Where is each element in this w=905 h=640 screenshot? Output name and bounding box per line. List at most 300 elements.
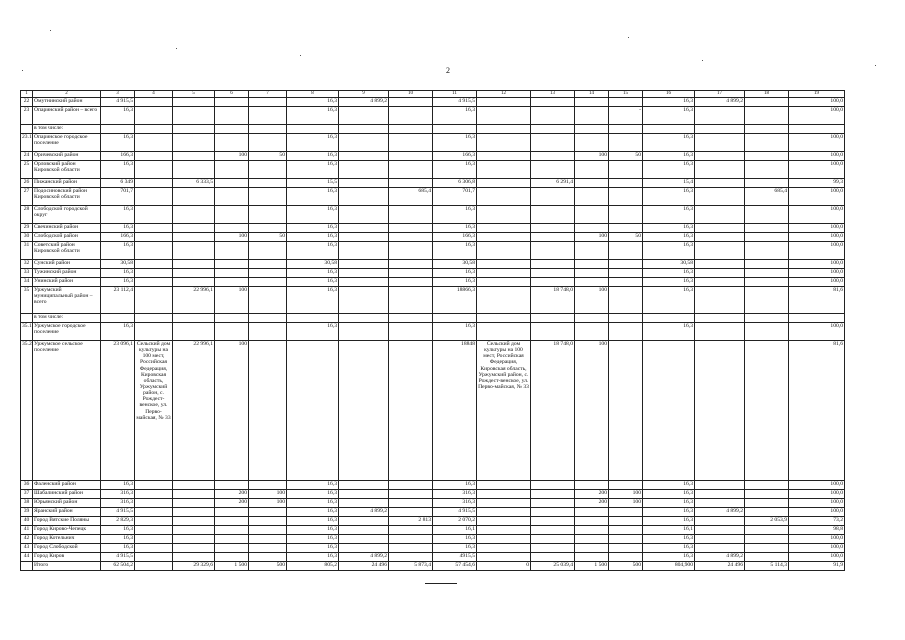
- table-cell: [609, 179, 643, 188]
- table-cell: 16,3: [643, 499, 695, 508]
- table-cell: [531, 233, 575, 242]
- table-cell: [745, 107, 789, 125]
- table-cell: 316,3: [433, 499, 477, 508]
- table-cell: [215, 517, 249, 526]
- table-cell: [477, 278, 531, 287]
- table-cell: 0: [477, 562, 531, 571]
- table-cell: 16,3: [643, 134, 695, 152]
- table-cell: [249, 314, 287, 323]
- table-cell: 2 053,9: [745, 517, 789, 526]
- row-name-cell: Шабалинский район: [33, 490, 101, 499]
- table-cell: [135, 517, 173, 526]
- scan-speck: [875, 65, 876, 66]
- table-cell: 35: [21, 287, 33, 314]
- table-cell: 37: [21, 490, 33, 499]
- table-cell: 16,3: [643, 323, 695, 341]
- table-cell: [215, 98, 249, 107]
- table-cell: [575, 242, 609, 260]
- table-cell: 6 349: [101, 179, 135, 188]
- table-cell: [477, 179, 531, 188]
- table-cell: 16,3: [287, 152, 339, 161]
- table-cell: 16,3: [287, 499, 339, 508]
- table-cell: 100: [575, 152, 609, 161]
- table-cell: 5 114,3: [745, 562, 789, 571]
- row-name-cell: Город Кирово-Чепецк: [33, 526, 101, 535]
- table-row: [21, 98, 845, 107]
- header-cell: 8: [287, 91, 339, 98]
- table-cell: [173, 161, 215, 179]
- table-cell: [477, 224, 531, 233]
- table-cell: 16,3: [287, 490, 339, 499]
- table-cell: [135, 535, 173, 544]
- table-cell: [575, 260, 609, 269]
- table-cell: 16,3: [287, 323, 339, 341]
- table-cell: [745, 341, 789, 481]
- table-cell: [477, 206, 531, 224]
- table-cell: [339, 161, 389, 179]
- table-cell: [745, 481, 789, 490]
- table-row: [21, 481, 845, 490]
- table-cell: [695, 179, 745, 188]
- table-cell: [215, 161, 249, 179]
- table-cell: [745, 508, 789, 517]
- table-cell: 100: [215, 152, 249, 161]
- table-cell: 4 899,2: [695, 553, 745, 562]
- table-cell: 24 496: [695, 562, 745, 571]
- table-cell: 16,3: [433, 535, 477, 544]
- table-cell: 38: [21, 499, 33, 508]
- table-row: [21, 323, 845, 341]
- table-cell: [477, 508, 531, 517]
- table-cell: [575, 526, 609, 535]
- table-cell: [339, 152, 389, 161]
- table-cell: 100,0: [789, 499, 845, 508]
- table-cell: [745, 544, 789, 553]
- row-name-cell: Орловский район Кировской области: [33, 161, 101, 179]
- table-cell: 100,0: [789, 107, 845, 125]
- table-cell: 26: [21, 179, 33, 188]
- table-cell: [477, 544, 531, 553]
- table-cell: 100,0: [789, 269, 845, 278]
- row-name-cell: Город Котельнич: [33, 535, 101, 544]
- table-cell: 16,3: [433, 544, 477, 553]
- table-row: [21, 287, 845, 314]
- table-cell: 35.2: [21, 341, 33, 481]
- table-cell: [135, 161, 173, 179]
- table-cell: [745, 314, 789, 323]
- table-cell: 16,3: [643, 161, 695, 179]
- table-cell: [173, 260, 215, 269]
- table-cell: [477, 134, 531, 152]
- table-cell: 24 496: [339, 562, 389, 571]
- table-cell: [389, 179, 433, 188]
- table-cell: [695, 125, 745, 134]
- table-cell: [135, 544, 173, 553]
- table-cell: [575, 134, 609, 152]
- table-cell: [695, 314, 745, 323]
- table-cell: 2 829,3: [101, 517, 135, 526]
- table-cell: 50: [249, 152, 287, 161]
- table-cell: [575, 161, 609, 179]
- table-cell: [745, 499, 789, 508]
- row-name-cell: Оричевский район: [33, 152, 101, 161]
- table-cell: [745, 206, 789, 224]
- table-cell: [249, 107, 287, 125]
- table-cell: 16,3: [101, 323, 135, 341]
- budget-table: [20, 90, 845, 571]
- table-cell: [215, 481, 249, 490]
- table-row: [21, 553, 845, 562]
- table-cell: [249, 323, 287, 341]
- table-cell: [135, 278, 173, 287]
- table-cell: [389, 107, 433, 125]
- table-cell: [215, 544, 249, 553]
- table-cell: 100,0: [789, 260, 845, 269]
- table-cell: [745, 224, 789, 233]
- row-name-cell: Уржумский муниципальный район – всего: [33, 287, 101, 314]
- table-cell: [389, 287, 433, 314]
- table-cell: [531, 152, 575, 161]
- table-cell: [135, 481, 173, 490]
- table-cell: [695, 535, 745, 544]
- table-cell: [789, 314, 845, 323]
- table-cell: [609, 98, 643, 107]
- table-cell: [531, 314, 575, 323]
- table-cell: [287, 314, 339, 323]
- table-cell: [609, 134, 643, 152]
- table-cell: [389, 553, 433, 562]
- table-cell: 316,3: [433, 490, 477, 499]
- table-cell: [135, 242, 173, 260]
- table-cell: [339, 107, 389, 125]
- table-cell: 100,0: [789, 242, 845, 260]
- table-cell: 6 306,8: [433, 179, 477, 188]
- table-cell: 57 454,6: [433, 562, 477, 571]
- table-cell: [339, 544, 389, 553]
- table-cell: 30: [21, 233, 33, 242]
- table-cell: [477, 242, 531, 260]
- table-cell: [249, 517, 287, 526]
- table-cell: 16,3: [287, 224, 339, 233]
- table-cell: [609, 224, 643, 233]
- table-cell: 16,3: [433, 206, 477, 224]
- table-cell: 50: [609, 233, 643, 242]
- table-cell: [745, 526, 789, 535]
- table-cell: 16,3: [643, 544, 695, 553]
- table-cell: [173, 508, 215, 517]
- table-cell: 16,3: [287, 107, 339, 125]
- scan-speck: [702, 60, 703, 61]
- table-cell: [745, 260, 789, 269]
- table-cell: [249, 125, 287, 134]
- table-cell: [695, 161, 745, 179]
- scan-speck: [22, 70, 23, 71]
- bottom-rule: [425, 583, 457, 584]
- table-cell: 18848: [433, 341, 477, 481]
- table-cell: 81,6: [789, 287, 845, 314]
- table-cell: [745, 490, 789, 499]
- table-cell: [389, 314, 433, 323]
- table-cell: [695, 206, 745, 224]
- table-cell: [695, 481, 745, 490]
- table-cell: 100,0: [789, 490, 845, 499]
- table-cell: 23 096,1: [101, 341, 135, 481]
- table-cell: [745, 535, 789, 544]
- row-name-cell: Слободской район: [33, 233, 101, 242]
- table-cell: 1 500: [215, 562, 249, 571]
- table-cell: 16,3: [643, 107, 695, 125]
- table-cell: 25 039,4: [531, 562, 575, 571]
- table-cell: [745, 278, 789, 287]
- table-cell: [477, 161, 531, 179]
- header-cell: 14: [575, 91, 609, 98]
- table-cell: 30,58: [643, 260, 695, 269]
- table-cell: 34: [21, 278, 33, 287]
- table-cell: 100,0: [789, 161, 845, 179]
- table-cell: [575, 535, 609, 544]
- row-name-cell: Фаленский район: [33, 481, 101, 490]
- table-cell: [609, 553, 643, 562]
- table-cell: 16,3: [287, 517, 339, 526]
- table-cell: [575, 125, 609, 134]
- table-cell: [531, 206, 575, 224]
- table-cell: [477, 125, 531, 134]
- table-cell: 41: [21, 526, 33, 535]
- table-cell: [389, 490, 433, 499]
- table-cell: 22: [21, 98, 33, 107]
- table-cell: 100: [575, 287, 609, 314]
- table-cell: [531, 224, 575, 233]
- table-cell: [695, 107, 745, 125]
- header-cell: 3: [101, 91, 135, 98]
- table-row: [21, 499, 845, 508]
- table-row: [21, 562, 845, 571]
- header-cell: 13: [531, 91, 575, 98]
- table-cell: [135, 107, 173, 125]
- table-cell: 16,3: [643, 517, 695, 526]
- table-cell: [339, 481, 389, 490]
- table-cell: 16,3: [287, 278, 339, 287]
- row-name-cell: Город Киров: [33, 553, 101, 562]
- table-cell: 91,9: [789, 562, 845, 571]
- table-cell: 15,5: [287, 179, 339, 188]
- row-name-cell: Опаринский район – всего: [33, 107, 101, 125]
- table-cell: [531, 242, 575, 260]
- table-cell: [643, 314, 695, 323]
- table-cell: [249, 98, 287, 107]
- table-cell: [215, 188, 249, 206]
- table-row: [21, 535, 845, 544]
- table-row: [21, 314, 845, 323]
- table-cell: [249, 134, 287, 152]
- row-name-cell: в том числе:: [33, 314, 101, 323]
- table-cell: [389, 508, 433, 517]
- table-cell: [173, 278, 215, 287]
- table-cell: 166,3: [433, 233, 477, 242]
- table-cell: 100: [609, 499, 643, 508]
- table-cell: [339, 179, 389, 188]
- table-cell: [173, 490, 215, 499]
- table-cell: [173, 125, 215, 134]
- table-cell: [135, 188, 173, 206]
- table-cell: [249, 188, 287, 206]
- table-cell: 16,3: [101, 161, 135, 179]
- table-cell: [215, 260, 249, 269]
- table-cell: [389, 98, 433, 107]
- table-row: [21, 224, 845, 233]
- table-cell: [477, 233, 531, 242]
- table-cell: 4 899,2: [695, 508, 745, 517]
- table-cell: [215, 206, 249, 224]
- table-cell: [173, 152, 215, 161]
- table-cell: [249, 242, 287, 260]
- row-name-cell: Подосиновский район Кировской области: [33, 188, 101, 206]
- header-cell: 9: [339, 91, 389, 98]
- table-cell: 100: [215, 233, 249, 242]
- table-cell: [249, 269, 287, 278]
- table-cell: 99,3: [789, 179, 845, 188]
- table-row: [21, 206, 845, 224]
- table-cell: 23: [21, 107, 33, 125]
- table-cell: [215, 242, 249, 260]
- table-cell: Уржумское сельское поселение: [33, 341, 101, 481]
- scan-speck: [300, 55, 301, 56]
- table-cell: [339, 341, 389, 481]
- table-cell: [215, 278, 249, 287]
- table-cell: [287, 341, 339, 481]
- row-name-cell: Яранский район: [33, 508, 101, 517]
- table-cell: [695, 260, 745, 269]
- table-cell: [215, 526, 249, 535]
- table-cell: [389, 323, 433, 341]
- table-cell: [249, 481, 287, 490]
- table-cell: [575, 179, 609, 188]
- table-cell: 16,3: [643, 206, 695, 224]
- table-cell: [389, 242, 433, 260]
- row-name-cell: Итого: [33, 562, 101, 571]
- table-cell: [339, 526, 389, 535]
- table-cell: 200: [215, 490, 249, 499]
- scan-speck: [628, 37, 629, 38]
- table-cell: [173, 481, 215, 490]
- table-cell: [477, 481, 531, 490]
- table-cell: 16,3: [101, 134, 135, 152]
- table-cell: [135, 490, 173, 499]
- row-name-cell: Слободской городской округ: [33, 206, 101, 224]
- table-cell: [339, 323, 389, 341]
- table-cell: [477, 526, 531, 535]
- table-cell: [477, 323, 531, 341]
- table-cell: [531, 134, 575, 152]
- table-cell: [389, 544, 433, 553]
- table-cell: [389, 125, 433, 134]
- table-cell: [695, 526, 745, 535]
- table-header-row: [21, 91, 845, 98]
- table-cell: 100: [575, 341, 609, 481]
- table-row: [21, 278, 845, 287]
- table-cell: [21, 314, 33, 323]
- table-cell: -: [609, 107, 643, 125]
- table-cell: 16,3: [643, 152, 695, 161]
- table-cell: [695, 323, 745, 341]
- table-cell: 16,3: [287, 481, 339, 490]
- table-cell: 16,3: [643, 287, 695, 314]
- table-cell: 16,3: [433, 161, 477, 179]
- table-cell: [695, 278, 745, 287]
- table-cell: [477, 107, 531, 125]
- table-cell: [135, 152, 173, 161]
- table-cell: [575, 224, 609, 233]
- table-cell: 100: [215, 287, 249, 314]
- table-cell: 16,3: [643, 98, 695, 107]
- row-name-cell: Юрьянский район: [33, 499, 101, 508]
- table-cell: 4915,5: [433, 553, 477, 562]
- table-cell: 24: [21, 152, 33, 161]
- table-cell: 16,3: [287, 134, 339, 152]
- header-cell: 2: [33, 91, 101, 98]
- table-row: [21, 107, 845, 125]
- table-cell: [135, 269, 173, 278]
- table-cell: [609, 508, 643, 517]
- table-cell: [609, 287, 643, 314]
- table-cell: [173, 233, 215, 242]
- row-name-cell: Советский район Кировской области: [33, 242, 101, 260]
- table-cell: [135, 125, 173, 134]
- table-cell: [575, 314, 609, 323]
- table-cell: [339, 125, 389, 134]
- header-cell: 16: [643, 91, 695, 98]
- table-cell: [173, 517, 215, 526]
- table-cell: [609, 206, 643, 224]
- table-cell: [745, 134, 789, 152]
- table-cell: [695, 499, 745, 508]
- table-cell: [249, 206, 287, 224]
- table-cell: [745, 233, 789, 242]
- table-cell: [433, 125, 477, 134]
- table-cell: 30,58: [287, 260, 339, 269]
- table-cell: 16,3: [643, 242, 695, 260]
- table-cell: 16,3: [433, 481, 477, 490]
- table-cell: [173, 206, 215, 224]
- row-name-cell: Город Вятские Поляны: [33, 517, 101, 526]
- table-row: [21, 125, 845, 134]
- table-cell: 701,7: [101, 188, 135, 206]
- table-cell: 16,3: [643, 508, 695, 517]
- table-cell: [531, 107, 575, 125]
- table-cell: 16,1: [433, 526, 477, 535]
- table-cell: [135, 562, 173, 571]
- table-cell: [477, 269, 531, 278]
- table-cell: [531, 125, 575, 134]
- table-cell: [745, 98, 789, 107]
- table-cell: [135, 526, 173, 535]
- table-cell: [389, 233, 433, 242]
- table-cell: 23.1: [21, 134, 33, 152]
- table-cell: [575, 107, 609, 125]
- table-cell: [21, 562, 33, 571]
- table-cell: 100,0: [789, 224, 845, 233]
- table-cell: 16,3: [101, 242, 135, 260]
- table-cell: 23 112,4: [101, 287, 135, 314]
- table-cell: [173, 535, 215, 544]
- table-cell: [215, 107, 249, 125]
- header-cell: 4: [135, 91, 173, 98]
- table-cell: [643, 125, 695, 134]
- table-cell: 16,3: [101, 224, 135, 233]
- table-cell: [531, 278, 575, 287]
- table-cell: 4 899,2: [339, 508, 389, 517]
- table-cell: 16,3: [287, 535, 339, 544]
